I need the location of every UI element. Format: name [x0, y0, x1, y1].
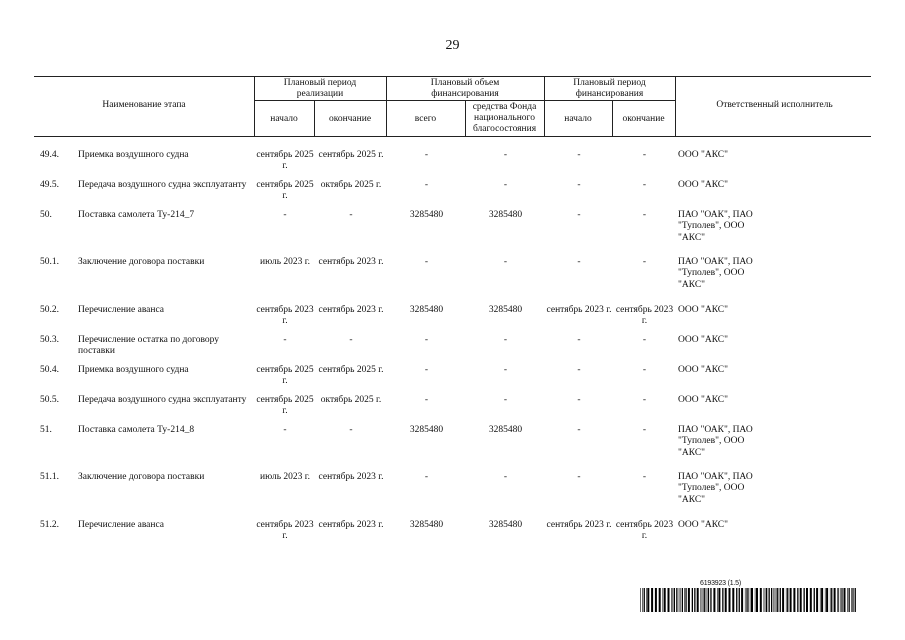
row-total: -: [424, 180, 429, 190]
header-responsible: Ответственный исполнитель: [716, 100, 833, 110]
row-end: сентябрь 2023 г.: [318, 257, 384, 267]
row-start: июль 2023 г.: [260, 472, 310, 482]
header-total: всего: [414, 114, 437, 124]
row-stage-name: Передача воздушного судна эксплуатанту: [78, 180, 247, 190]
row-start: -: [283, 335, 287, 345]
row-fin-end: -: [642, 425, 647, 435]
row-fin-end: -: [642, 210, 647, 220]
row-number: 50.4.: [40, 365, 59, 375]
row-number: 50.2.: [40, 305, 59, 315]
row-fin-end: -: [642, 472, 647, 482]
row-stage-name: Перечисление остатка по договору поставки: [78, 335, 220, 357]
row-total: -: [424, 150, 429, 160]
row-stage-name: Перечисление аванса: [78, 520, 165, 530]
row-end: сентябрь 2023 г.: [318, 472, 384, 482]
row-start: июль 2023 г.: [260, 257, 310, 267]
row-total: 3285480: [409, 520, 444, 530]
row-end: сентябрь 2023 г.: [318, 305, 384, 315]
row-total: 3285480: [409, 210, 444, 220]
row-stage-name: Поставка самолета Ту-214_8: [78, 425, 195, 435]
row-fund: -: [503, 257, 508, 267]
row-responsible: ООО "АКС": [678, 150, 729, 160]
row-end: октябрь 2025 г.: [320, 395, 382, 405]
row-fund: -: [503, 472, 508, 482]
row-total: 3285480: [409, 425, 444, 435]
row-fin-start: -: [577, 365, 581, 375]
row-number: 49.5.: [40, 180, 59, 190]
row-fin-end: -: [642, 150, 647, 160]
row-responsible: ООО "АКС": [678, 520, 729, 530]
row-total: -: [424, 335, 429, 345]
row-fund: 3285480: [488, 305, 523, 315]
row-fin-start: -: [577, 335, 581, 345]
row-number: 49.4.: [40, 150, 59, 160]
header-fund: средства Фонда национального благосостояния: [472, 102, 537, 134]
row-fin-start: -: [577, 425, 581, 435]
row-fund: 3285480: [488, 210, 523, 220]
row-fin-start: -: [577, 257, 581, 267]
row-stage-name: Поставка самолета Ту-214_7: [78, 210, 195, 220]
row-fund: 3285480: [488, 425, 523, 435]
row-fund: -: [503, 180, 508, 190]
row-number: 51.2.: [40, 520, 59, 530]
header-plan-period: Плановый период реализации: [283, 78, 357, 99]
row-fin-start: сентябрь 2023 г.: [546, 305, 612, 315]
header-stage-name: Наименование этапа: [102, 100, 186, 110]
row-stage-name: Приемка воздушного судна: [78, 365, 189, 375]
row-fin-start: -: [577, 150, 581, 160]
row-fin-start: -: [577, 210, 581, 220]
row-responsible: ПАО "ОАК", ПАО "Туполев", ООО "АКС": [678, 257, 753, 290]
row-fin-start: -: [577, 395, 581, 405]
row-fin-end: -: [642, 365, 647, 375]
row-start: -: [283, 210, 287, 220]
header-end: окончание: [328, 114, 372, 124]
row-responsible: ПАО "ОАК", ПАО "Туполев", ООО "АКС": [678, 425, 753, 458]
table-top-rule: [34, 76, 871, 77]
row-end: сентябрь 2023 г.: [318, 520, 384, 530]
row-start: сентябрь 2023 г.: [256, 520, 314, 542]
row-fin-start: -: [577, 180, 581, 190]
row-fund: 3285480: [488, 520, 523, 530]
header-plan-fin-period: Плановый период финансирования: [573, 78, 646, 99]
row-responsible: ПАО "ОАК", ПАО "Туполев", ООО "АКС": [678, 210, 753, 243]
row-start: сентябрь 2025 г.: [256, 180, 314, 202]
row-stage-name: Приемка воздушного судна: [78, 150, 189, 160]
row-number: 50.1.: [40, 257, 59, 267]
row-fin-end: сентябрь 2023 г.: [615, 305, 674, 327]
row-number: 50.5.: [40, 395, 59, 405]
row-number: 50.: [40, 210, 52, 220]
row-fin-start: -: [577, 472, 581, 482]
row-total: -: [424, 365, 429, 375]
row-stage-name: Заключение договора поставки: [78, 257, 205, 267]
row-fin-end: -: [642, 395, 647, 405]
page-number: 29: [445, 38, 460, 53]
row-responsible: ООО "АКС": [678, 305, 729, 315]
row-fin-end: сентябрь 2023 г.: [615, 520, 674, 542]
header-plan-volume: Плановый объем финансирования: [430, 78, 500, 99]
row-number: 51.: [40, 425, 52, 435]
barcode-icon: [640, 588, 856, 612]
row-fund: -: [503, 395, 508, 405]
row-responsible: ПАО "ОАК", ПАО "Туполев", ООО "АКС": [678, 472, 753, 505]
barcode-number: 6193923 (1.5): [700, 580, 741, 587]
row-responsible: ООО "АКС": [678, 335, 729, 345]
row-number: 50.3.: [40, 335, 59, 345]
row-fin-start: сентябрь 2023 г.: [546, 520, 612, 530]
row-fund: -: [503, 335, 508, 345]
row-number: 51.1.: [40, 472, 59, 482]
row-responsible: ООО "АКС": [678, 395, 729, 405]
row-stage-name: Передача воздушного судна эксплуатанту: [78, 395, 247, 405]
row-stage-name: Заключение договора поставки: [78, 472, 205, 482]
row-end: -: [349, 210, 353, 220]
row-start: -: [283, 425, 287, 435]
row-total: 3285480: [409, 305, 444, 315]
row-stage-name: Перечисление аванса: [78, 305, 165, 315]
header-bottom-rule: [34, 136, 871, 137]
row-start: сентябрь 2025 г.: [256, 150, 314, 172]
row-end: -: [349, 425, 353, 435]
row-total: -: [424, 472, 429, 482]
row-start: сентябрь 2025 г.: [256, 365, 314, 387]
row-fin-end: -: [642, 257, 647, 267]
row-total: -: [424, 257, 429, 267]
header-fin-end: окончание: [622, 114, 665, 124]
row-fin-end: -: [642, 180, 647, 190]
row-total: -: [424, 395, 429, 405]
row-end: сентябрь 2025 г.: [318, 150, 384, 160]
row-fund: -: [503, 365, 508, 375]
row-end: октябрь 2025 г.: [320, 180, 382, 190]
header-start: начало: [270, 114, 298, 124]
row-start: сентябрь 2025 г.: [256, 395, 314, 417]
row-end: -: [349, 335, 353, 345]
row-end: сентябрь 2025 г.: [318, 365, 384, 375]
row-fund: -: [503, 150, 508, 160]
header-fin-start: начало: [564, 114, 592, 124]
row-fin-end: -: [642, 335, 647, 345]
row-start: сентябрь 2023 г.: [256, 305, 314, 327]
row-responsible: ООО "АКС": [678, 180, 729, 190]
row-responsible: ООО "АКС": [678, 365, 729, 375]
